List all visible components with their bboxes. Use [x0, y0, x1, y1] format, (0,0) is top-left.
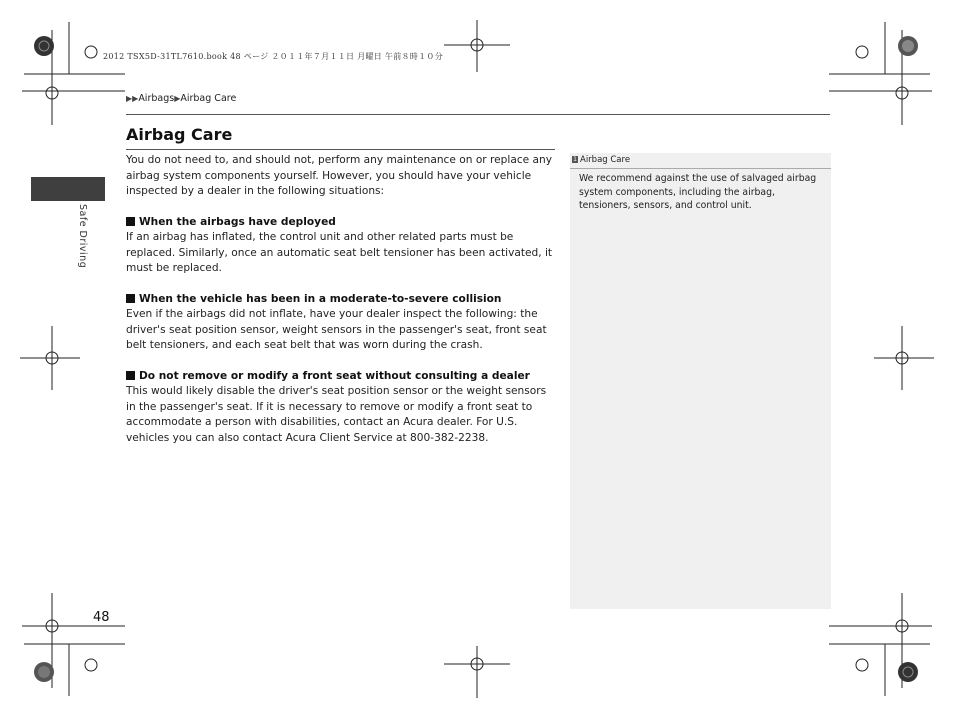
note-body: We recommend against the use of salvaged airbag system components, including the airbag, tensioners, sensors, and control unit.	[579, 173, 817, 212]
breadcrumb-arrow-icon: ▶▶	[126, 94, 139, 103]
note-title: Airbag Care	[580, 155, 631, 165]
note-number-badge: 1	[573, 156, 577, 163]
breadcrumb-separator-icon: ▶	[174, 94, 181, 103]
chapter-label: Safe Driving	[77, 204, 88, 269]
print-header-line: 2012 TSX5D-31TL7610.book 48 ページ ２０１１年７月１１日 月曜日 午前８時１０分	[103, 52, 444, 61]
note-divider	[570, 168, 831, 169]
section-heading-text: Do not remove or modify a front seat without consulting a dealer	[139, 369, 530, 382]
main-content	[126, 153, 556, 461]
square-bullet-icon	[126, 371, 135, 380]
square-bullet-icon	[126, 217, 135, 226]
section-body: This would likely disable the driver's seat position sensor or the weight sensors in the passenger's seat. If it is necessary to remove or modify a front seat to accommodate a person with disabilities, contact an Acura dealer. For U.S. vehicles you can also contact Acura Client Service at 800-382-2238.	[126, 385, 547, 444]
section-body: If an airbag has inflated, the control unit and other related parts must be replaced. Similarly, once an automatic seat belt tensioner has been activated, it must be replaced.	[126, 231, 553, 274]
header-divider	[126, 114, 830, 115]
breadcrumb-page: Airbag Care	[180, 93, 237, 104]
sidebar-note-panel	[570, 153, 831, 609]
section-heading	[126, 292, 556, 308]
section-heading	[126, 369, 556, 385]
page-title: Airbag Care	[126, 125, 233, 144]
section-heading-text: When the airbags have deployed	[139, 215, 336, 228]
intro-paragraph: You do not need to, and should not, perform any maintenance on or replace any airbag system components yourself. However, you should have your vehicle inspected by a dealer in the following situations:	[126, 154, 553, 197]
breadcrumb-section[interactable]: Airbags	[138, 93, 175, 104]
title-underline	[126, 149, 555, 150]
section-heading-text: When the vehicle has been in a moderate-to-severe collision	[139, 292, 502, 305]
section-body: Even if the airbags did not inflate, have your dealer inspect the following: the driver's seat position sensor, weight sensors in the passenger's seat, front seat belt tensioners, and each seat belt that was worn during the crash.	[126, 308, 547, 351]
section-heading	[126, 215, 556, 231]
chapter-tab	[31, 177, 105, 201]
square-bullet-icon	[126, 294, 135, 303]
note-heading	[570, 155, 831, 165]
page-number: 48	[93, 610, 110, 625]
breadcrumb	[126, 93, 236, 104]
